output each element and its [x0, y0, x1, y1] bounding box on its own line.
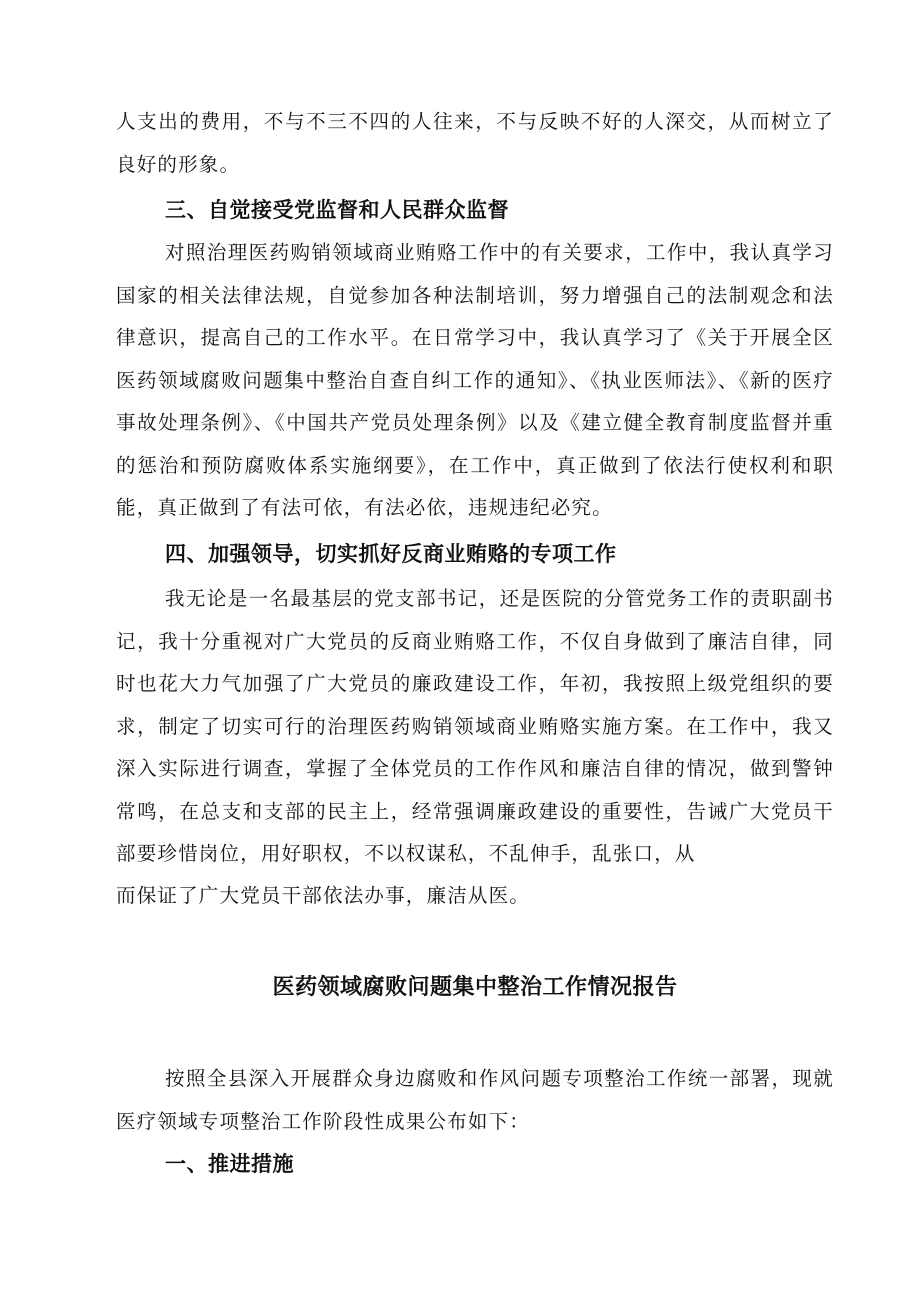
section-heading-3: 三、自觉接受党监督和人民群众监督: [165, 198, 509, 222]
report-intro-paragraph: 按照全县深入开展群众身边腐败和作风问题专项整治工作统一部署，现就医疗领域专项整治工作阶段性成果公布如下：: [116, 1067, 834, 1133]
paragraph-leadership: 我无论是一名最基层的党支部书记，还是医院的分管党务工作的责职副书记，我十分重视对广大党员的反商业贿赂工作，不仅自身做到了廉洁自律，同时也花大力气加强了广大党员的廉政建设工作，年初，我按照上级党组织的要求，制定了切实可行的治理医药购销领域商业贿赂实施方案。在工作中，我又深入实际进行调查，掌握了全体党员的工作作风和廉洁自律的情况，做到警钟常鸣，在总支和支部的民主上，经常强调廉政建设的重要性，告诫广大党员干部要珍惜岗位，用好职权，不以权谋私，不乱伸手，乱张口，从: [116, 587, 834, 865]
report-section-heading-1: 一、推进措施: [165, 1152, 294, 1176]
section-heading-4: 四、加强领导，切实抓好反商业贿赂的专项工作: [165, 542, 617, 566]
paragraph-supervision: 对照治理医药购销领域商业贿赂工作中的有关要求，工作中，我认真学习国家的相关法律法规，自觉参加各种法制培训，努力增强自己的法制观念和法律意识，提高自己的工作水平。在日常学习中，我认真学习了《关于开展全区医药领域腐败问题集中整治自查自纠工作的通知》、《执业医师法》、《新的医疗事故处理条例》、《中国共产党员处理条例》以及《建立健全教育制度监督并重的惩治和预防腐败体系实施纲要》，在工作中，真正做到了依法行使权利和职能，真正做到了有法可依，有法必依，违规违纪必究。: [116, 241, 834, 519]
report-title: 医药领域腐败问题集中整治工作情况报告: [272, 975, 678, 1000]
paragraph-leadership-ending: 而保证了广大党员干部依法办事，廉洁从医。: [116, 884, 531, 907]
paragraph-conduct-ending: 人支出的费用，不与不三不四的人往来，不与反映不好的人深交，从而树立了良好的形象。: [116, 110, 834, 176]
